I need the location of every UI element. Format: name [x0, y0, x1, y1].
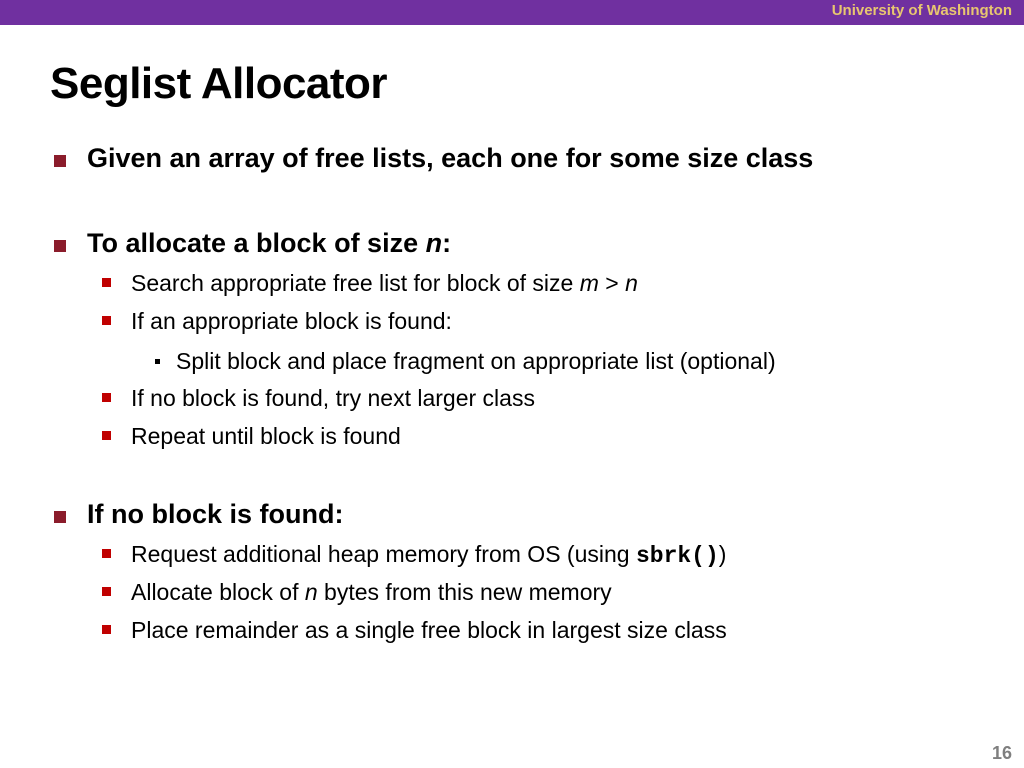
slide-title: Seglist Allocator: [50, 59, 388, 108]
header-bar: [0, 0, 1024, 25]
level2-bullet-icon: [102, 316, 111, 325]
level1-bullet-icon: [54, 155, 66, 167]
bullet-no-block-found: If no block is found:: [87, 499, 344, 529]
level1-bullet-icon: [54, 511, 66, 523]
bullet-place-remainder: Place remainder as a single free block in largest size class: [131, 617, 727, 643]
level1-bullet-icon: [54, 240, 66, 252]
org-name: University of Washington: [831, 2, 1012, 19]
level2-bullet-icon: [102, 625, 111, 634]
level3-bullet-icon: [155, 359, 160, 364]
bullet-request-heap: Request additional heap memory from OS (using sbrk()): [131, 541, 727, 569]
bullet-free-lists: Given an array of free lists, each one for some size class: [87, 143, 814, 173]
level2-bullet-icon: [102, 431, 111, 440]
bullet-search-free-list: Search appropriate free list for block of size m > n: [131, 270, 638, 296]
bullet-allocate-block: To allocate a block of size n:: [87, 228, 452, 258]
bullet-block-found: If an appropriate block is found:: [131, 308, 452, 334]
bullet-split-block: Split block and place fragment on appropriate list (optional): [176, 348, 776, 374]
sbrk-code: sbrk(): [635, 543, 719, 569]
bullet-next-larger-class: If no block is found, try next larger class: [131, 385, 535, 411]
page-number: 16: [991, 743, 1012, 763]
level2-bullet-icon: [102, 278, 111, 287]
level2-bullet-icon: [102, 393, 111, 402]
bullet-allocate-new-memory: Allocate block of n bytes from this new memory: [131, 579, 612, 605]
level2-bullet-icon: [102, 549, 111, 558]
bullet-repeat: Repeat until block is found: [131, 423, 401, 449]
level2-bullet-icon: [102, 587, 111, 596]
